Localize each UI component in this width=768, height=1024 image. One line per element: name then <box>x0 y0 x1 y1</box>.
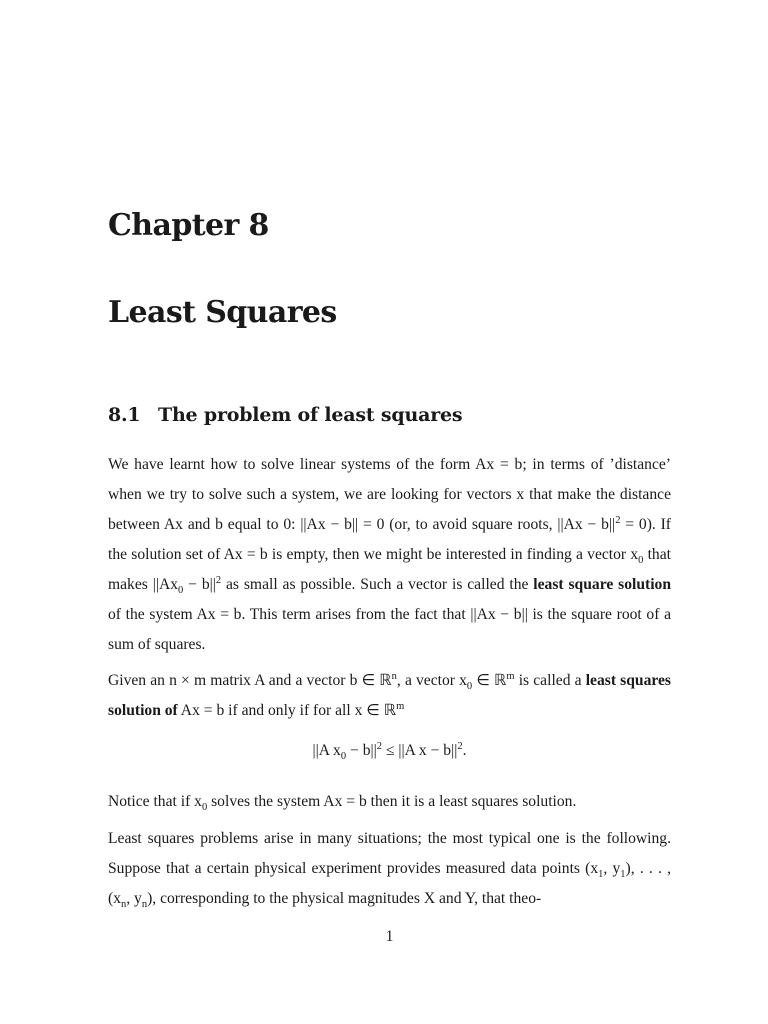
bold-term: least squares solution of <box>108 672 671 719</box>
chapter-title: Least Squares <box>108 295 337 330</box>
text-run: − b|| <box>183 576 216 593</box>
text-run: , y <box>603 860 621 877</box>
paragraph-definition <box>108 666 671 726</box>
text-run: Least squares problems arise in many situations; the most typical one is the following. Suppose that a certain physical experiment provides measured data points (x <box>108 830 671 877</box>
text-run: is called a <box>514 672 586 689</box>
text-run: . <box>462 742 467 759</box>
subscript: n <box>121 899 127 911</box>
subscript: 0 <box>340 751 347 763</box>
superscript: m <box>506 670 515 682</box>
superscript: 2 <box>376 740 382 752</box>
text-run: Given an n × m matrix A and a vector b ∈ ℝ <box>108 672 392 689</box>
superscript: n <box>391 670 397 682</box>
text-run: ∈ ℝ <box>472 672 507 689</box>
text-run: solves the system Ax = b then it is a least squares solution. <box>207 793 577 810</box>
document-page <box>108 0 671 1024</box>
subscript: 0 <box>638 555 644 567</box>
paragraph-notice <box>108 787 671 817</box>
subscript: 1 <box>620 869 626 881</box>
subscript: 1 <box>598 869 604 881</box>
text-run: ||A x <box>312 742 341 759</box>
subscript: 0 <box>201 802 208 814</box>
text-run: ), . . . , (x <box>108 860 672 907</box>
paragraph-applications <box>108 824 671 914</box>
text-run: ≤ ||A x − b|| <box>382 742 458 759</box>
paragraph-least-squares-intro <box>108 450 671 660</box>
text-run: of the system Ax = b. This term arises from the fact that ||Ax − b|| is the square root of a sum of squares. <box>108 606 671 653</box>
chapter-label: Chapter 8 <box>108 208 269 243</box>
superscript: 2 <box>215 574 222 586</box>
text-run: , y <box>126 890 142 907</box>
text-run: − b|| <box>346 742 377 759</box>
superscript: 2 <box>615 514 621 526</box>
text-run: We have learnt how to solve linear systems of the form Ax = b; in terms of ’distance’ when we try to solve such a system, we are looking for vectors x that make the distance between Ax and b equal to 0: ||Ax − b|| = 0 (or, to avoid square roots, ||Ax − b|| <box>108 456 671 533</box>
text-run: = 0). If the solution set of Ax = b is empty, then we might be interested in finding a vector x <box>108 516 672 563</box>
subscript: 0 <box>178 585 184 597</box>
section-heading <box>108 404 462 426</box>
text-run: that makes ||Ax <box>108 546 671 593</box>
page-number: 1 <box>385 928 394 945</box>
text-run: Ax = b if and only if for all x ∈ ℝ <box>177 702 397 719</box>
bold-term: least square solution <box>533 576 671 593</box>
text-run: , a vector x <box>396 672 467 689</box>
section-title: The problem of least squares <box>158 404 463 426</box>
subscript: 0 <box>466 681 473 693</box>
display-equation <box>108 740 671 763</box>
section-number: 8.1 <box>108 404 141 426</box>
subscript: n <box>141 899 148 911</box>
superscript: m <box>396 700 405 712</box>
text-run: ), corresponding to the physical magnitudes X and Y, that theo- <box>147 890 542 907</box>
text-run: Notice that if x <box>108 793 202 810</box>
text-run: as small as possible. Such a vector is called the <box>221 576 534 593</box>
superscript: 2 <box>457 740 463 752</box>
